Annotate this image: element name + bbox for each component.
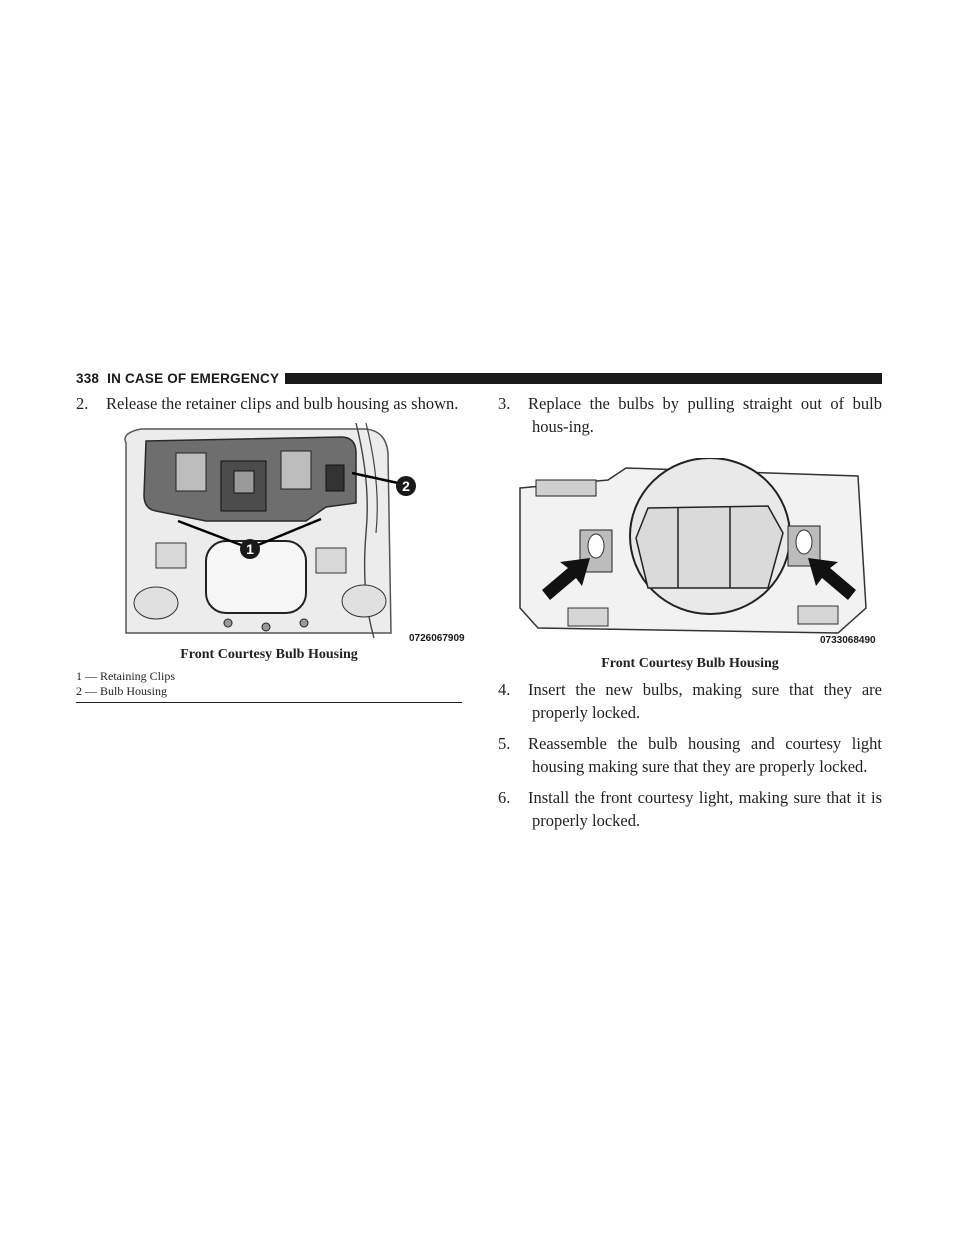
right-column (498, 392, 882, 840)
callout-1: 1 (246, 541, 254, 557)
page-number: 338 (76, 370, 100, 386)
callout-2: 2 (402, 478, 410, 494)
legend-item: 1 — Retaining Clips (76, 669, 175, 683)
left-column (76, 392, 465, 703)
step-text: Release the retainer clips and bulb housing as shown. (106, 394, 459, 413)
figure-retainer-clips (116, 423, 502, 643)
figure-caption: Front Courtesy Bulb Housing (180, 647, 358, 662)
page-header (76, 369, 882, 387)
figure-bulb-removal (498, 458, 882, 648)
section-title: IN CASE OF EMERGENCY (107, 370, 280, 386)
step-4 (498, 678, 882, 724)
step-number: 5. (498, 734, 511, 753)
legend-item: 2 — Bulb Housing (76, 684, 168, 698)
step-3 (498, 392, 882, 438)
step-5 (498, 732, 882, 778)
step-number: 4. (498, 680, 511, 699)
step-text: Replace the bulbs by pulling straight out of bulb hous-ing. (528, 394, 882, 436)
legend-rule (76, 702, 462, 703)
bulb-housing-illustration (116, 423, 466, 643)
step-text: Install the front courtesy light, making sure that it is properly locked. (528, 788, 882, 830)
figure-caption: Front Courtesy Bulb Housing (601, 656, 779, 671)
step-2 (76, 392, 462, 415)
step-text: Insert the new bulbs, making sure that they are properly locked. (528, 680, 882, 722)
figure-code: 0726067909 (409, 633, 465, 644)
header-rule (285, 373, 882, 384)
step-text: Reassemble the bulb housing and courtesy light housing making sure that they are properly locked. (528, 734, 882, 776)
step-number: 3. (498, 394, 511, 413)
bulb-replacement-illustration (498, 458, 882, 648)
step-number: 2. (76, 394, 89, 413)
step-6 (498, 786, 882, 832)
figure-code: 0733068490 (820, 635, 876, 646)
step-number: 6. (498, 788, 511, 807)
figure-legend (76, 669, 462, 699)
